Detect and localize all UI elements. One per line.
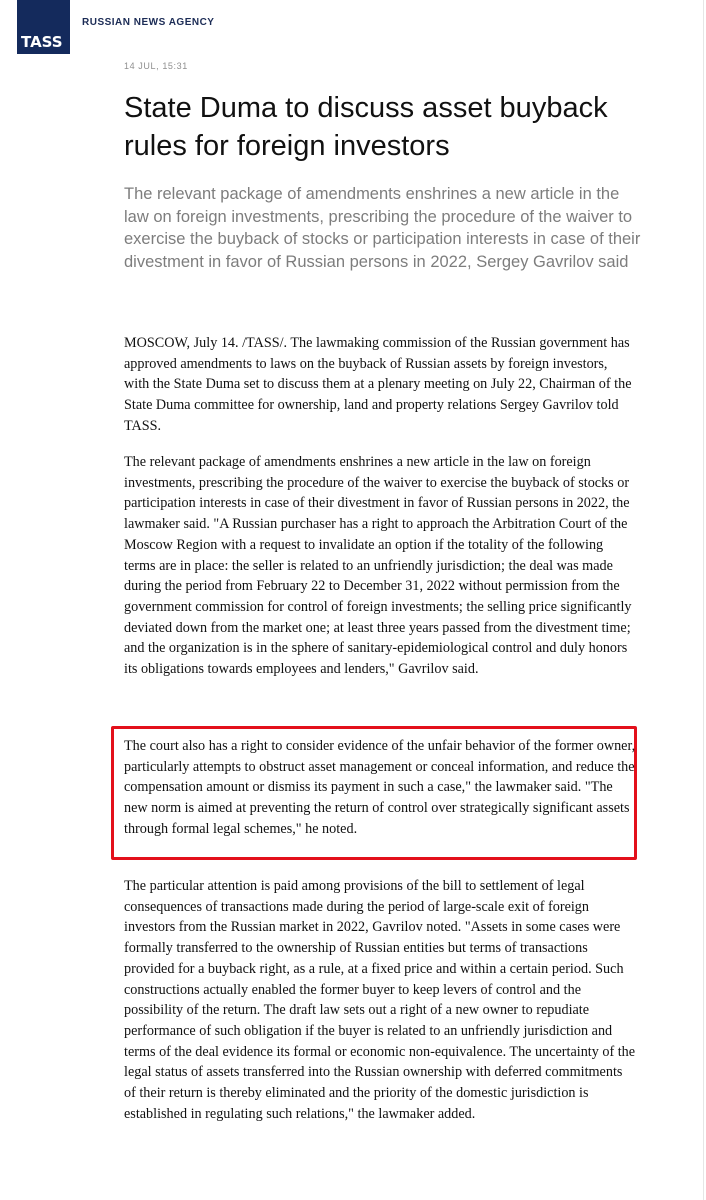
article-headline: State Duma to discuss asset buyback rules for foreign investors bbox=[124, 92, 608, 162]
site-header bbox=[0, 0, 706, 60]
page-edge-divider bbox=[703, 0, 704, 1200]
article-paragraph: The particular attention is paid among provisions of the bill to settlement of legal consequences of transactions made during the period of large-scale exit of foreign investors from the Russian market in 2022, Gavrilov noted. "Assets in some cases were formally transferred to the ownership of Russian entities but terms of transactions provided for a buyback right, as a rule, at a fixed price and within a certain period. Such constructions actually enabled the former buyer to keep levers of control and the possibility of the return. The draft law sets out a right of a new owner to repudiate performance of such obligation if the buyer is related to an unfriendly jurisdiction and terms of the deal evidence its formal or economic non-equivalence. The uncertainty of the legal status of assets transferred into the Russian ownership with deferred commitments of their return is thereby eliminated and the priority of the domestic jurisdiction is established in regulating such relations," the lawmaker added. bbox=[124, 878, 636, 1122]
highlighted-paragraph: The court also has a right to consider evidence of the unfair behavior of the former owner, particularly attempts to obstruct asset management or conceal information, and reduce the compensation amount or dismiss its payment in such a case," the lawmaker said. "The new norm is aimed at preventing the return of control over strategically significant assets through formal legal schemes," he noted. bbox=[124, 738, 636, 837]
article-paragraph: The relevant package of amendments enshrines a new article in the law on foreign investments, prescribing the procedure of the waiver to exercise the buyback of stocks or participation interests in case of their divestment in favor of Russian persons in 2022, the lawmaker said. "A Russian purchaser has a right to approach the Arbitration Court of the Moscow Region with a request to invalidate an option if the totality of the following terms are in place: the seller is related to an unfriendly jurisdiction; the deal was made during the period from February 22 to December 31, 2022 without permission from the government commission for control of foreign investments; the selling price significantly deviated down from the market one; at least three years passed from the divestment time; and the organization is in the sphere of sanitary-epidemiological control and duly honors its obligations towards employees and lenders," Gavrilov said. bbox=[124, 454, 632, 678]
article-paragraph: MOSCOW, July 14. /TASS/. The lawmaking commission of the Russian government has approved amendments to laws on the buyback of Russian assets by foreign investors, with the State Duma set to discuss them at a plenary meeting on July 22, Chairman of the State Duma committee for ownership, land and property relations Sergey Gavrilov told TASS. bbox=[124, 335, 632, 434]
article-lead: The relevant package of amendments enshrines a new article in the law on foreign investments, prescribing the procedure of the waiver to exercise the buyback of stocks or participation interests in case of their divestment in favor of Russian persons in 2022, Sergey Gavrilov said bbox=[124, 185, 641, 271]
article-date: 14 JUL, 15:31 bbox=[124, 61, 188, 71]
tass-logo[interactable] bbox=[17, 0, 70, 54]
logo-text: TASS bbox=[21, 33, 63, 51]
agency-name: RUSSIAN NEWS AGENCY bbox=[82, 17, 215, 28]
